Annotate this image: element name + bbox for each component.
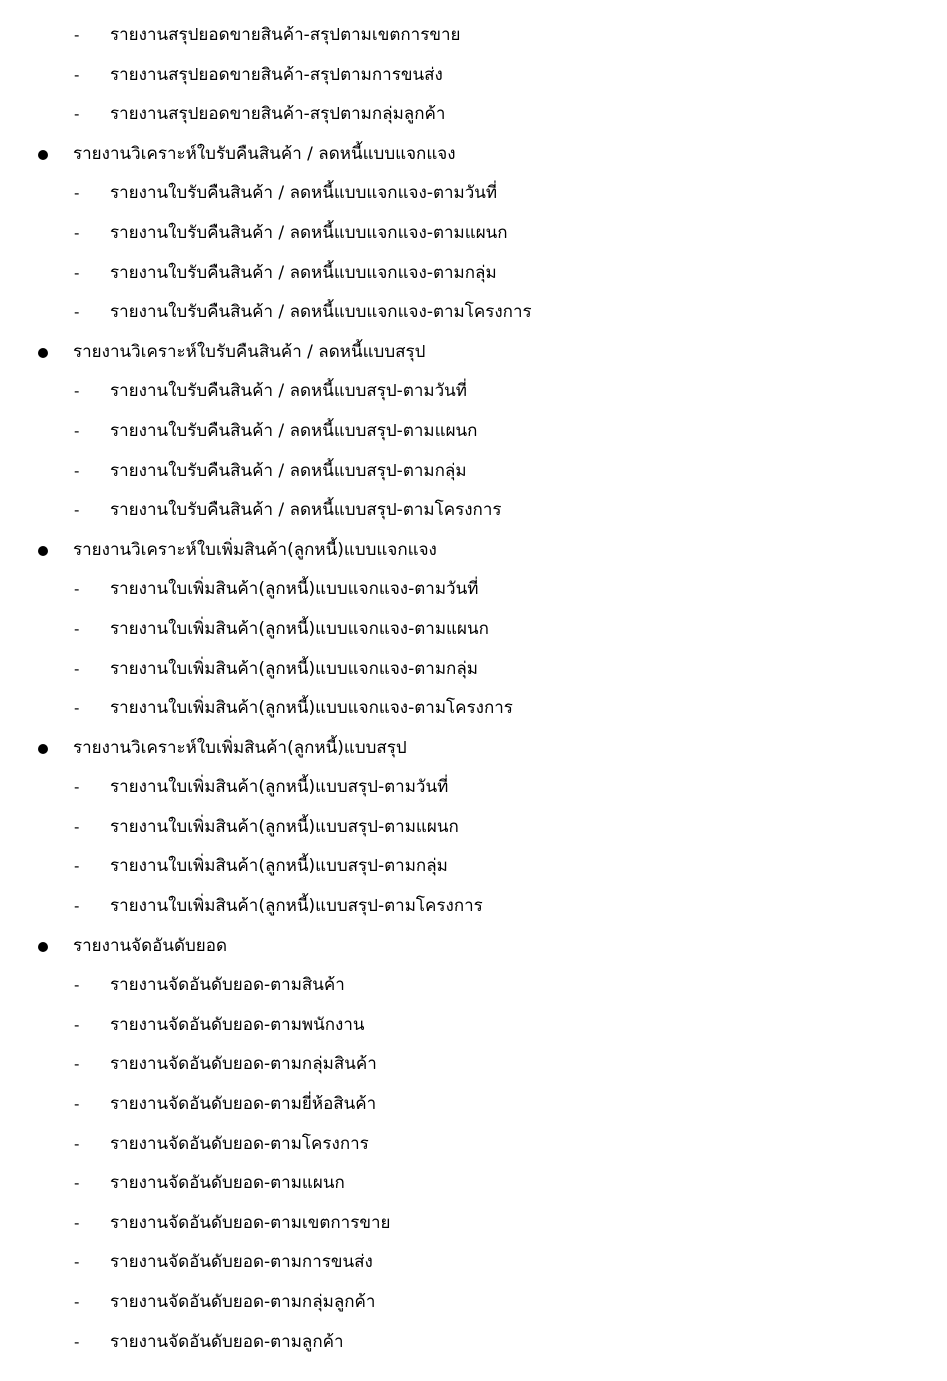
dash-marker: - [74,1253,80,1272]
list-item-text: รายงานจัดอันดับยอด-ตามโครงการ [110,1133,369,1154]
list-item-text: รายงานจัดอันดับยอด-ตามแผนก [110,1173,345,1194]
list-item [0,491,947,531]
list-item-text: รายงานจัดอันดับยอด-ตามกลุ่มลูกค้า [110,1292,376,1312]
section-heading [0,135,947,175]
list-item [0,1045,947,1085]
dash-marker: - [74,857,80,876]
dash-marker: - [74,223,80,242]
dash-marker: - [74,263,80,282]
section-heading [0,531,947,571]
list-item-text: รายงานใบเพิ่มสินค้า(ลูกหนี้)แบบแจกแจง-ตามกลุ่ม [110,658,478,679]
section-heading [0,333,947,373]
bullet-icon [38,942,48,952]
bullet-icon [38,744,48,754]
dash-marker: - [74,1213,80,1232]
list-item [0,847,947,887]
list-item-text: รายงานใบรับคืนสินค้า / ลดหนี้แบบแจกแจง-ตามแผนก [110,222,508,243]
list-item [0,412,947,452]
dash-marker: - [74,26,80,44]
dash-marker: - [74,897,80,916]
list-item-text: รายงานใบรับคืนสินค้า / ลดหนี้แบบแจกแจง-ตามโครงการ [110,302,532,323]
list-item [0,16,947,56]
list-item [0,966,947,1006]
list-item [0,1006,947,1046]
list-item [0,808,947,848]
list-item-text: รายงานใบรับคืนสินค้า / ลดหนี้แบบแจกแจง-ตามวันที่ [110,183,498,204]
dash-marker: - [74,65,80,84]
dash-marker: - [74,817,80,836]
dash-marker: - [74,184,80,203]
dash-marker: - [74,619,80,638]
list-item-text: รายงานสรุปยอดขายสินค้า-สรุปตามการขนส่ง [110,64,443,85]
list-item-text: รายงานใบรับคืนสินค้า / ลดหนี้แบบสรุป-ตามวันที่ [110,381,467,402]
dash-marker: - [74,105,80,124]
section-heading-text: รายงานวิเคราะห์ใบเพิ่มสินค้า(ลูกหนี้)แบบแจกแจง [73,539,437,560]
dash-marker: - [74,1015,80,1034]
dash-marker: - [74,976,80,995]
dash-marker: - [74,1293,80,1311]
list-item [0,1283,947,1323]
dash-marker: - [74,699,80,718]
list-item [0,372,947,412]
list-item-text: รายงานใบรับคืนสินค้า / ลดหนี้แบบสรุป-ตามโครงการ [110,500,502,521]
list-item-text: รายงานใบรับคืนสินค้า / ลดหนี้แบบสรุป-ตามกลุ่ม [110,460,467,481]
list-item [0,650,947,690]
list-item-text: รายงานจัดอันดับยอด-ตามการขนส่ง [110,1252,373,1273]
list-item [0,1164,947,1204]
list-item [0,1243,947,1283]
list-item-text: รายงานใบเพิ่มสินค้า(ลูกหนี้)แบบสรุป-ตามกลุ่ม [110,856,448,877]
list-item-text: รายงานจัดอันดับยอด-ตามพนักงาน [110,1014,365,1035]
dash-marker: - [74,1095,80,1114]
list-item-text: รายงานใบเพิ่มสินค้า(ลูกหนี้)แบบสรุป-ตามวันที่ [110,777,449,798]
dash-marker: - [74,1055,80,1074]
list-item-text: รายงานใบเพิ่มสินค้า(ลูกหนี้)แบบสรุป-ตามแผนก [110,816,459,837]
list-item-text: รายงานสรุปยอดขายสินค้า-สรุปตามกลุ่มลูกค้า [110,104,446,125]
list-item [0,1323,947,1363]
dash-marker: - [74,1332,80,1351]
list-item [0,570,947,610]
list-item [0,1125,947,1165]
list-item [0,56,947,96]
section-heading-text: รายงานวิเคราะห์ใบรับคืนสินค้า / ลดหนี้แบบแจกแจง [73,143,456,164]
bullet-icon [38,546,48,556]
list-item-text: รายงานจัดอันดับยอด-ตามกลุ่มสินค้า [110,1054,377,1075]
list-item-text: รายงานสรุปยอดขายสินค้า-สรุปตามเขตการขาย [110,25,461,45]
section-heading-text: รายงานจัดอันดับยอด [73,935,227,956]
list-item-text: รายงานใบรับคืนสินค้า / ลดหนี้แบบแจกแจง-ตามกลุ่ม [110,262,497,283]
dash-marker: - [74,1174,80,1193]
bullet-icon [38,150,48,160]
dash-marker: - [74,501,80,520]
list-item [0,768,947,808]
dash-marker: - [74,421,80,440]
dash-marker: - [74,461,80,480]
section-heading-text: รายงานวิเคราะห์ใบเพิ่มสินค้า(ลูกหนี้)แบบสรุป [73,737,407,758]
list-item [0,174,947,214]
dash-marker: - [74,659,80,678]
dash-marker: - [74,382,80,401]
list-item [0,452,947,492]
list-item [0,887,947,927]
section-heading [0,729,947,769]
list-item-text: รายงานใบรับคืนสินค้า / ลดหนี้แบบสรุป-ตามแผนก [110,420,478,441]
list-item-text: รายงานจัดอันดับยอด-ตามลูกค้า [110,1331,344,1352]
list-item [0,689,947,729]
list-item [0,293,947,333]
list-item [0,254,947,294]
list-item-text: รายงานใบเพิ่มสินค้า(ลูกหนี้)แบบแจกแจง-ตามโครงการ [110,698,513,719]
list-item-text: รายงานใบเพิ่มสินค้า(ลูกหนี้)แบบแจกแจง-ตามแผนก [110,618,489,639]
list-item [0,95,947,135]
dash-marker: - [74,303,80,322]
list-item [0,1085,947,1125]
dash-marker: - [74,778,80,797]
dash-marker: - [74,580,80,599]
list-item-text: รายงานใบเพิ่มสินค้า(ลูกหนี้)แบบสรุป-ตามโครงการ [110,896,483,917]
bullet-icon [38,348,48,358]
list-item-text: รายงานจัดอันดับยอด-ตามยี่ห้อสินค้า [110,1094,377,1115]
list-item [0,1204,947,1244]
list-item-text: รายงานจัดอันดับยอด-ตามสินค้า [110,975,345,996]
list-item [0,610,947,650]
report-list [0,16,947,1362]
section-heading [0,927,947,967]
list-item-text: รายงานใบเพิ่มสินค้า(ลูกหนี้)แบบแจกแจง-ตามวันที่ [110,579,479,600]
list-item-text: รายงานจัดอันดับยอด-ตามเขตการขาย [110,1212,391,1233]
dash-marker: - [74,1134,80,1153]
section-heading-text: รายงานวิเคราะห์ใบรับคืนสินค้า / ลดหนี้แบบสรุป [73,341,426,362]
list-item [0,214,947,254]
